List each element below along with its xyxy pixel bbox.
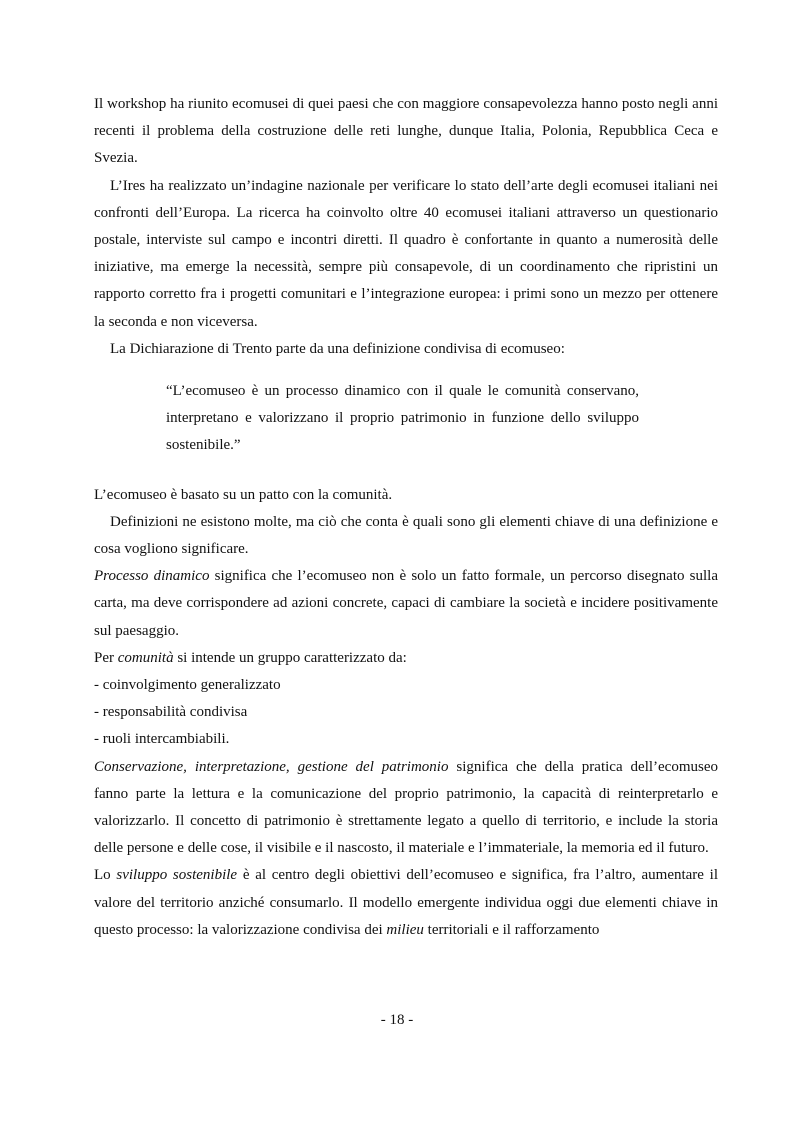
page-number: - 18 - xyxy=(380,1012,414,1028)
paragraph-sustainable-post: territoriali e il rafforzamento xyxy=(423,921,600,938)
block-quote-definition: “L’ecomuseo è un processo dinamico con il quale le comunità conservano, interpretano e valorizzano il proprio patrimonio in funzione dello sviluppo sostenibile.” xyxy=(166,383,639,454)
term-milieu: milieu xyxy=(386,921,424,938)
paragraph-conservation xyxy=(94,754,718,863)
paragraph-workshop: Il workshop ha riunito ecomusei di quei paesi che con maggiore consapevolezza hanno posto negli anni recenti il problema della costruzione delle reti lunghe, dunque Italia, Polonia, Repubblica Ceca e Svezia. xyxy=(94,96,718,167)
paragraph-community-pre: Per xyxy=(94,649,118,666)
paragraph-community-post: si intende un gruppo caratterizzato da: xyxy=(173,649,407,666)
list-item: - ruoli intercambiabili. xyxy=(94,731,230,748)
paragraph-sustainable-mid: è al centro degli obiettivi dell’ecomuseo e significa, fra l’altro, aumentare il valore del territorio anziché consumarlo. Il modello emergente individua oggi due elementi chiave in questo processo: la valorizzazione condivisa dei xyxy=(94,867,718,938)
paragraph-ires-survey: L’Ires ha realizzato un’indagine nazionale per verificare lo stato dell’arte degli ecomusei italiani nei confronti dell’Europa. La ricerca ha coinvolto oltre 40 ecomusei italiani attraverso un questionario postale, interviste sul campo e incontri diretti. Il quadro è confortante in quanto a numerosità delle iniziative, ma emerge la necessità, sempre più consapevole, di un coordinamento che ripristini un rapporto corretto fra i progetti comunitari e l’integrazione europea: i primi sono un mezzo per ottenere la seconda e non viceversa. xyxy=(94,177,718,330)
term-conservazione: Conservazione, interpretazione, gestione del patrimonio xyxy=(94,758,449,775)
paragraph-sustainable-development xyxy=(94,862,718,944)
paragraph-conservation-text: significa che della pratica dell’ecomuseo fanno parte la lettura e la comunicazione del proprio patrimonio, la capacità di reinterpretarlo e valorizzarlo. Il concetto di patrimonio è strettamente legato a quello di territorio, e include la storia delle persone e delle cose, il visibile e il nascosto, il materiale e l’immateriale, la memoria ed il futuro. xyxy=(94,758,718,857)
paragraph-trento-declaration: La Dichiarazione di Trento parte da una definizione condivisa di ecomuseo: xyxy=(110,340,565,357)
term-sviluppo-sostenibile: sviluppo sostenibile xyxy=(116,867,238,884)
paragraph-dynamic-process xyxy=(94,563,718,645)
paragraph-community-pact: L’ecomuseo è basato su un patto con la comunità. xyxy=(94,486,393,503)
paragraph-definitions: Definizioni ne esistono molte, ma ciò che conta è quali sono gli elementi chiave di una definizione e cosa vogliono significare. xyxy=(94,513,718,558)
paragraph-community xyxy=(94,645,718,672)
paragraph-dynamic-process-text: significa che l’ecomuseo non è solo un fatto formale, un percorso disegnato sulla carta, ma deve corrispondere ad azioni concrete, capaci di cambiare la società e incidere positivamente sul paesaggio. xyxy=(94,568,718,639)
list-item: - responsabilità condivisa xyxy=(94,704,248,721)
term-processo-dinamico: Processo dinamico xyxy=(94,568,210,585)
term-comunita: comunità xyxy=(117,649,174,666)
list-item: - coinvolgimento generalizzato xyxy=(94,677,281,694)
document-page xyxy=(94,91,718,944)
paragraph-sustainable-pre: Lo xyxy=(94,867,117,884)
